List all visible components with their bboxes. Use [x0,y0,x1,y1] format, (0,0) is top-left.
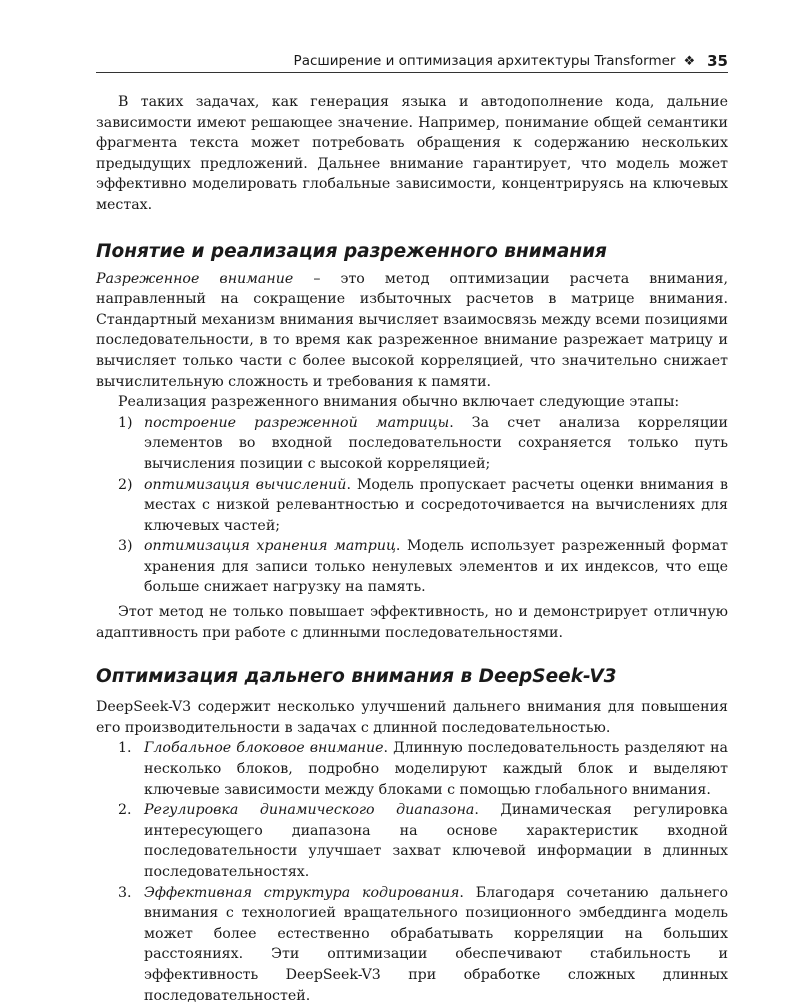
list-marker: 2) [118,476,133,493]
list-item-term: Регулировка динамического диапазона [144,802,475,819]
sparse-definition-text: – это метод оптимизации расчета внимания, направленный на сокращение избыточных расчетов в матрице внимания. Стандартный механизм внимания вычисляет взаимосвязь между всеми позициями последовательности, в то время как разреженное внимание разрежает матрицу и вычисляет только части с более высокой корреляцией, что значительно снижает вычислительную сложность и требования к памяти. [96,270,728,390]
list-item-text: . Длинную последовательность разделяют на несколько блоков, подробно моделируют каждый блок и выделяют ключевые зависимости между блоками с помощью глобального внимания. [144,740,728,798]
page-body [96,92,728,1006]
running-title: Расширение и оптимизация архитектуры Transformer [293,53,676,69]
list-item [96,536,728,598]
list-marker: 3. [118,884,132,901]
sparse-term: Разреженное внимание [96,270,294,287]
list-item-term: Глобальное блоковое внимание [144,740,384,757]
section-heading-sparse-attention: Понятие и реализация разреженного внимания [96,240,607,262]
list-item [96,738,728,800]
fleuron-icon: ❖ [683,53,696,69]
list-marker: 2. [118,802,132,819]
list-item-term: построение разреженной матрицы [144,414,450,431]
list-marker: 1. [118,740,132,757]
list-item [96,475,728,537]
method-summary-paragraph: Этот метод не только повышает эффективность, но и демонстрирует отличную адаптивность при работе с длинными последовательностями. [96,604,728,641]
list-marker: 1) [118,414,133,431]
list-item-text: . Модель пропускает расчеты оценки внимания в местах с низкой релевантностью и сосредоточивается на вычислениях для ключевых частей; [144,476,728,534]
list-marker: 3) [118,538,133,555]
list-item [96,883,728,1006]
list-item-text: . Динамическая регулировка интересующего диапазона на основе характеристик входной последовательности улучшает захват ключевой информации в длинных последовательностях. [144,802,728,880]
list-item [96,413,728,475]
running-header [96,50,728,72]
improvements-list [96,738,728,1006]
list-item-term: оптимизация хранения матриц [144,538,396,555]
steps-intro: Реализация разреженного внимания обычно включает следующие этапы: [118,394,680,411]
deepseek-intro-paragraph: DeepSeek-V3 содержит несколько улучшений дальнего внимания для повышения его производительности в задачах с длинной последовательностью. [96,699,728,736]
list-item-term: оптимизация вычислений [144,476,347,493]
list-item-text: . Модель использует разреженный формат хранения для записи только ненулевых элементов и их индексов, что еще больше снижает нагрузку на память. [144,538,728,596]
list-item [96,800,728,882]
list-item-term: Эффективная структура кодирования [144,884,460,901]
section-heading-deepseek: Оптимизация дальнего внимания в DeepSeek-V3 [96,666,617,688]
page-number: 35 [707,52,728,70]
list-item-text: . Благодаря сочетанию дальнего внимания с технологией вращательного позиционного эмбеддинга модель может более естественно обрабатывать корреляции на больших расстояниях. Эти оптимизации обеспечивают стабильность и эффективность DeepSeek-V3 при обработке сложных длинных последовательностей. [144,884,729,1004]
intro-paragraph: В таких задачах, как генерация языка и автодополнение кода, дальние зависимости имеют решающее значение. Например, понимание общей семантики фрагмента текста может потребовать обращения к содержанию нескольких предыдущих предложений. Дальнее внимание гарантирует, что модель может эффективно моделировать глобальные зависимости, концентрируясь на ключевых местах. [96,94,728,213]
sparse-definition-paragraph [96,269,728,393]
header-rule [96,72,728,73]
steps-list [96,413,728,598]
list-item-text: . За счет анализа корреляции элементов во входной последовательности сохраняется только путь вычисления позиции с высокой корреляцией; [144,414,728,472]
